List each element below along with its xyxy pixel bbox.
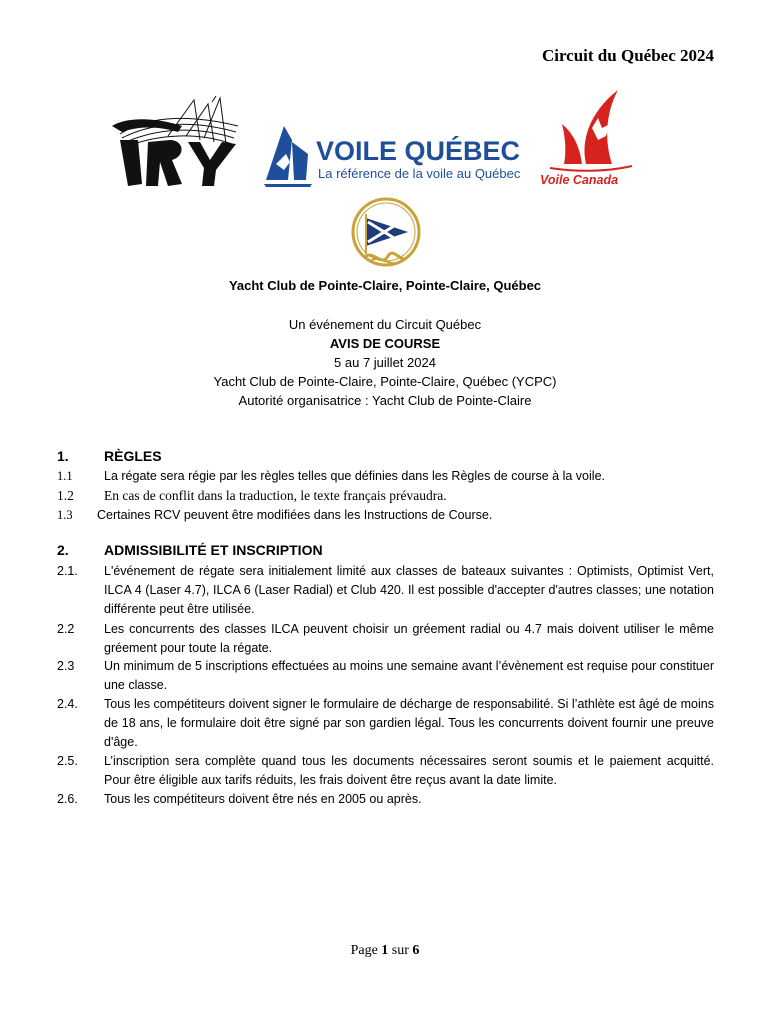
- intro-event-line: Un événement du Circuit Québec: [288, 317, 482, 332]
- page-separator: sur: [391, 943, 409, 958]
- section-title: ADMISSIBILITÉ ET INSCRIPTION: [104, 542, 323, 558]
- page-footer: [0, 943, 770, 959]
- intro-block: [0, 315, 770, 410]
- item-number: 2.5.: [57, 754, 78, 768]
- item-number: 1.2: [57, 488, 74, 503]
- item-text: Les concurrents des classes ILCA peuvent choisir un gréement radial ou 4.7 mais doivent utiliser le même gréement pour toute la régate.: [104, 622, 714, 655]
- voile-quebec-tagline: La référence de la voile au Québec: [318, 166, 520, 181]
- item-text: La régate sera régie par les règles telles que définies dans les Règles de course à la voile.: [104, 469, 605, 483]
- organizing-authority: Autorité organisatrice : Yacht Club de Pointe-Claire: [238, 393, 532, 408]
- section-title: RÈGLES: [104, 448, 162, 464]
- item-text: Un minimum de 5 inscriptions effectuées au moins une semaine avant l’évènement est requise pour constituer une classe.: [104, 659, 714, 692]
- club-title: Yacht Club de Pointe-Claire, Pointe-Claire, Québec: [228, 278, 542, 293]
- event-dates: 5 au 7 juillet 2024: [334, 355, 436, 370]
- page-total: 6: [412, 943, 420, 958]
- item-text: Tous les compétiteurs doivent signer le formulaire de décharge de responsabilité. Si l’athlète est âgé de moins de 18 ans, le formulaire doit être signé par son gardien légal. Tous les concurrents doivent fournir une preuve d'âge.: [104, 697, 714, 749]
- try-logo: [108, 96, 250, 188]
- voile-canada-logo: [536, 88, 646, 188]
- item-number: 1.1: [57, 469, 73, 483]
- item-text: L'événement de régate sera initialement limité aux classes de bateaux suivantes : Optimists, Optimist Vert, ILCA 4 (Laser 4.7), ILCA 6 (Laser Radial) et Club 420. Il est possible d'accepter d'autres classes; une notation différente peut être utilisée.: [104, 564, 714, 616]
- item-number: 2.6.: [57, 792, 78, 806]
- document-header-title: Circuit du Québec 2024: [541, 46, 714, 65]
- item-number: 2.1.: [57, 564, 78, 578]
- section-number: 1.: [57, 448, 69, 464]
- page-label: Page: [350, 943, 378, 958]
- notice-of-race-title: AVIS DE COURSE: [329, 336, 441, 351]
- section-number: 2.: [57, 542, 69, 558]
- item-text: Tous les compétiteurs doivent être nés en 2005 ou après.: [104, 792, 422, 806]
- item-number: 2.2: [57, 622, 75, 636]
- item-text: En cas de conflit dans la traduction, le texte français prévaudra.: [104, 488, 447, 503]
- item-number: 2.3: [57, 659, 75, 673]
- item-text: L’inscription sera complète quand tous les documents nécessaires seront soumis et le paiement acquitté. Pour être éligible aux tarifs réduits, les frais doivent être reçus avant la date limite.: [104, 754, 714, 787]
- item-number: 1.3: [57, 508, 73, 522]
- voile-canada-name: Voile Canada: [540, 173, 619, 187]
- event-venue: Yacht Club de Pointe-Claire, Pointe-Claire, Québec (YCPC): [213, 374, 557, 389]
- item-number: 2.4.: [57, 697, 78, 711]
- item-text: Certaines RCV peuvent être modifiées dans les Instructions de Course.: [97, 508, 493, 522]
- voile-quebec-logo: [262, 120, 520, 188]
- voile-quebec-name: VOILE QUÉBEC: [316, 136, 520, 166]
- page-number: 1: [381, 943, 389, 958]
- ycpc-burgee-logo: [350, 196, 422, 272]
